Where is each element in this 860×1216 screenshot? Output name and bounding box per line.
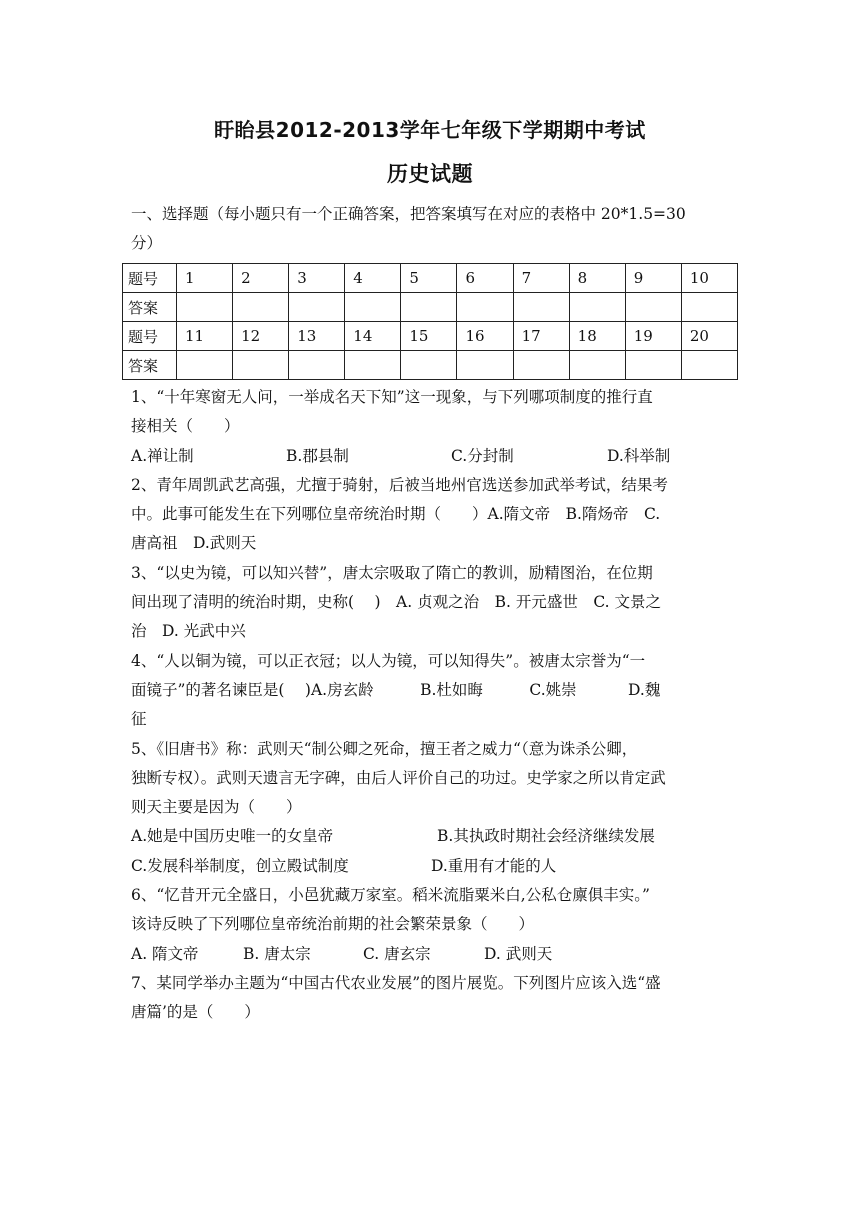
answer-cell[interactable] — [289, 293, 345, 322]
answer-cell[interactable] — [345, 351, 401, 380]
question-number-cell: 17 — [513, 322, 569, 351]
question-number-cell: 14 — [345, 322, 401, 351]
question-text: 6、“忆昔开元全盛日，小邑犹藏万家室。稻米流脂粟米白,公私仓廪俱丰实。” — [131, 886, 650, 905]
question-7 — [131, 969, 739, 1028]
question-number-cell: 3 — [289, 264, 345, 293]
question-text: 间出现了清明的统治时期，史称( ) A. 贞观之治 B. 开元盛世 C. 文景之 — [131, 593, 661, 612]
exam-title: 盱眙县2012-2013学年七年级下学期期中考试 — [214, 118, 646, 142]
question-4 — [131, 647, 739, 735]
answer-cell[interactable] — [233, 351, 289, 380]
question-text: 该诗反映了下列哪位皇帝统治前期的社会繁荣景象（ ） — [131, 915, 535, 934]
question-number-cell: 2 — [233, 264, 289, 293]
question-number-cell: 1 — [177, 264, 233, 293]
answer-cell[interactable] — [401, 351, 457, 380]
exam-subtitle: 历史试题 — [387, 162, 473, 186]
question-number-cell: 8 — [569, 264, 625, 293]
answer-label: 答案 — [123, 351, 177, 380]
option-b: B.郡县制 — [286, 446, 349, 465]
option-d: D.重用有才能的人 — [431, 856, 557, 875]
option-c: C.分封制 — [451, 446, 514, 465]
question-text: 4、“人以铜为镜，可以正衣冠；以人为镜，可以知得失”。被唐太宗誉为“一 — [131, 651, 646, 670]
answer-cell[interactable] — [345, 293, 401, 322]
question-number-cell: 12 — [233, 322, 289, 351]
question-number-cell: 4 — [345, 264, 401, 293]
option-d: D. 武则天 — [484, 944, 553, 963]
question-text: 3、“以史为镜，可以知兴替”，唐太宗吸取了隋亡的教训，励精图治，在位期 — [131, 563, 653, 582]
question-text: 面镜子”的著名谏臣是( )A.房玄龄 B.杜如晦 C.姚崇 D.魏 — [131, 680, 661, 699]
answer-cell[interactable] — [625, 351, 681, 380]
question-number-cell: 5 — [401, 264, 457, 293]
question-2 — [131, 471, 739, 559]
answer-cell[interactable] — [289, 351, 345, 380]
section-heading — [131, 200, 739, 259]
option-b: B. 唐太宗 — [243, 944, 311, 963]
question-text: 2、青年周凯武艺高强，尤擅于骑射，后被当地州官选送参加武举考试，结果考 — [131, 475, 668, 494]
option-a: A.她是中国历史唯一的女皇帝 — [131, 827, 334, 846]
question-number-cell: 19 — [625, 322, 681, 351]
answer-row-1 — [123, 293, 738, 322]
option-b: B.其执政时期社会经济继续发展 — [437, 827, 655, 846]
question-number-cell: 6 — [457, 264, 513, 293]
question-number-row-1 — [123, 264, 738, 293]
option-row — [131, 852, 739, 881]
question-text: 接相关（ ） — [131, 417, 240, 436]
question-number-cell: 18 — [569, 322, 625, 351]
question-1 — [131, 383, 739, 471]
question-number-cell: 15 — [401, 322, 457, 351]
question-5 — [131, 735, 739, 881]
answer-cell[interactable] — [625, 293, 681, 322]
section-heading-line-1: 一、选择题（每小题只有一个正确答案，把答案填写在对应的表格中 20*1.5=30 — [131, 205, 686, 223]
question-number-row-2 — [123, 322, 738, 351]
answer-cell[interactable] — [569, 293, 625, 322]
question-number-cell: 16 — [457, 322, 513, 351]
question-text: 征 — [131, 710, 147, 729]
question-number-cell: 20 — [681, 322, 737, 351]
question-list — [131, 383, 739, 1028]
answer-cell[interactable] — [457, 293, 513, 322]
answer-cell[interactable] — [177, 351, 233, 380]
question-number-cell: 13 — [289, 322, 345, 351]
question-number-label: 题号 — [123, 264, 177, 293]
answer-cell[interactable] — [513, 293, 569, 322]
question-text: 则天主要是因为（ ） — [131, 798, 302, 817]
option-c: C.发展科举制度，创立殿试制度 — [131, 856, 349, 875]
option-a: A.禅让制 — [131, 446, 194, 465]
option-d: D.科举制 — [607, 446, 671, 465]
question-number-label: 题号 — [123, 322, 177, 351]
question-text: 中。此事可能发生在下列哪位皇帝统治时期（ ）A.隋文帝 B.隋炀帝 C. — [131, 505, 661, 524]
question-number-cell: 7 — [513, 264, 569, 293]
question-number-cell: 9 — [625, 264, 681, 293]
question-text: 唐高祖 D.武则天 — [131, 534, 257, 553]
answer-label: 答案 — [123, 293, 177, 322]
answer-cell[interactable] — [513, 351, 569, 380]
answer-cell[interactable] — [177, 293, 233, 322]
question-text: 唐篇’的是（ ） — [131, 1003, 260, 1022]
answer-cell[interactable] — [681, 351, 737, 380]
question-text: 独断专权）。武则天遗言无字碑，由后人评价自己的功过。史学家之所以肯定武 — [131, 768, 666, 787]
option-row — [131, 442, 739, 471]
answer-table — [122, 263, 738, 380]
option-c: C. 唐玄宗 — [363, 944, 431, 963]
question-number-cell: 10 — [681, 264, 737, 293]
question-3 — [131, 559, 739, 647]
answer-cell[interactable] — [233, 293, 289, 322]
option-a: A. 隋文帝 — [131, 944, 199, 963]
answer-cell[interactable] — [457, 351, 513, 380]
option-row — [131, 822, 739, 851]
question-number-cell: 11 — [177, 322, 233, 351]
question-text: 5、《旧唐书》称：武则天“制公卿之死命，擅王者之威力“（意为诛杀公卿， — [131, 739, 638, 758]
question-text: 1、“十年寒窗无人问，一举成名天下知”这一现象，与下列哪项制度的推行直 — [131, 388, 653, 406]
question-text: 治 D. 光武中兴 — [131, 622, 246, 641]
answer-cell[interactable] — [569, 351, 625, 380]
option-row — [131, 940, 739, 969]
answer-cell[interactable] — [681, 293, 737, 322]
question-text: 7、某同学举办主题为“中国古代农业发展”的图片展览。下列图片应该入选“盛 — [131, 973, 661, 992]
answer-cell[interactable] — [401, 293, 457, 322]
answer-row-2 — [123, 351, 738, 380]
question-6 — [131, 881, 739, 969]
section-heading-line-2: 分） — [131, 234, 163, 253]
